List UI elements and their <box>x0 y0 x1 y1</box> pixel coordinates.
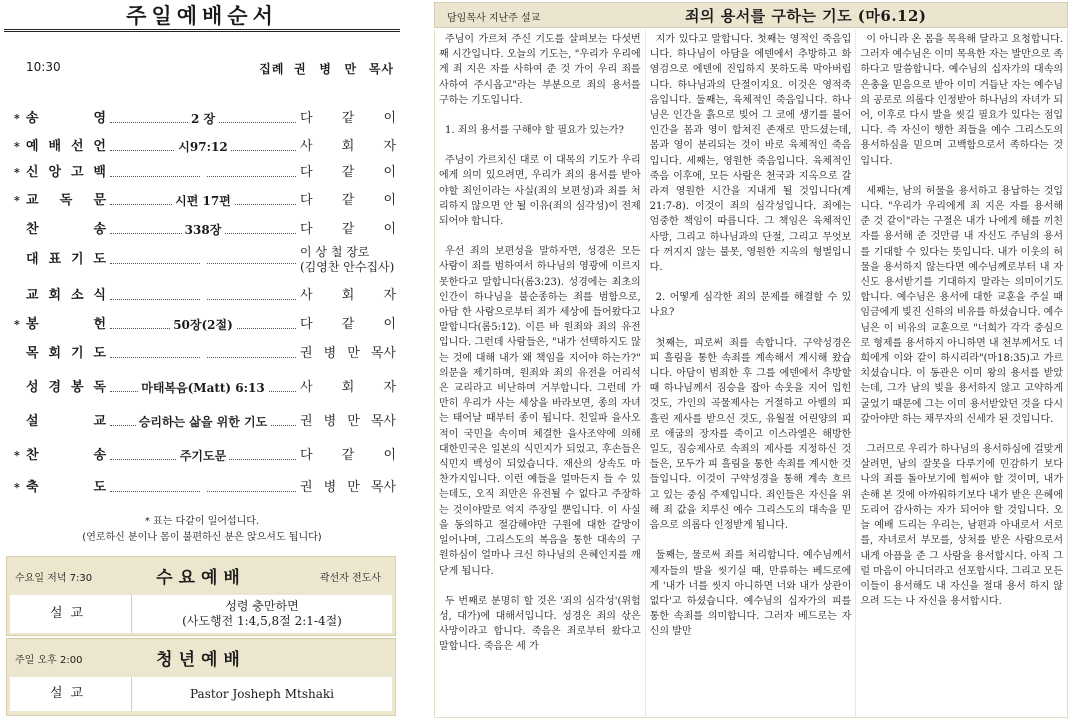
order-content-label: 시97:12 <box>175 140 230 154</box>
order-item: 설 교 <box>26 414 106 429</box>
order-item: 대 표 기 도 <box>26 252 106 267</box>
order-item: 찬 송 <box>26 448 106 463</box>
wednesday-preacher: 곽선자 전도사 <box>319 573 381 584</box>
order-content <box>110 248 296 272</box>
order-content <box>110 376 296 400</box>
standing-note <box>4 514 400 546</box>
order-content <box>110 313 296 337</box>
sermon-paragraph: 주님이 가르쳐 주신 기도를 살펴보는 다섯번째 시간입니다. 오늘의 기도는, "우리가 우리에게 죄 지은 자를 사하여 준 것 가이 우리 죄를 사하여 주시옵고"라는 부분으로 죄의 용서를 구하는 기도입니다. <box>439 34 641 106</box>
sermon-body <box>434 30 1068 718</box>
standing-marker: * <box>14 112 20 125</box>
order-content-label <box>200 166 206 180</box>
wednesday-service <box>6 556 396 636</box>
youth-time: 주일 오후 2:00 <box>15 655 83 666</box>
standing-note-line: * 표는 다같이 일어섭니다. <box>144 516 260 527</box>
order-content-label: 승리하는 삶을 위한 기도 <box>136 415 270 429</box>
wednesday-sermon <box>132 595 392 633</box>
order-row <box>14 444 396 468</box>
order-item: 송 영 <box>26 111 106 126</box>
order-content-label: 주기도문 <box>177 449 229 463</box>
order-item: 찬 송 <box>26 222 106 237</box>
sermon-column-1 <box>435 30 646 717</box>
officiant-name-char: 만 <box>344 62 358 76</box>
order-item: 교 회 소 식 <box>26 288 106 303</box>
order-content-text <box>110 284 296 308</box>
order-leader: 권 병 만 목사 <box>300 414 396 429</box>
sermon-paragraph: 2. 어떻게 심각한 죄의 문제를 해결할 수 있나요? <box>649 292 852 319</box>
standing-marker: * <box>14 140 20 153</box>
order-content-text <box>110 161 296 185</box>
wednesday-sermon-ref: (사도행전 1:4,5,8절 2:1-4절) <box>182 614 342 628</box>
order-content-text <box>110 248 296 272</box>
sermon-paragraph: 이 아니라 온 몸을 목욕해 달라고 요청합니다. 그러자 예수님은 이미 목욕한 자는 발만으로 족하다고 말씀합니다. 예수님의 십자가의 대속의 은총을 믿음으로 받아 이미 거듭난 자는 예수님의 공로로 의롭다 인정받아 하나님의 자녀가 되어, 이후로 다시 발을 씻길 필요가 있다는 점입니다. 즉 자신이 행한 죄들을 예수 그리스도의 용서하심을 믿으며 고백함으로서 족하다는 것입니다. <box>860 34 1064 167</box>
standing-marker: * <box>14 449 20 462</box>
order-content-text <box>110 444 296 468</box>
standing-note-line: (연로하신 분이나 몸이 불편하신 분은 앉으셔도 됩니다) <box>82 532 322 543</box>
sermon-panel <box>420 0 1073 723</box>
order-item: 신 앙 고 백 <box>26 165 106 180</box>
order-item: 목 회 기 도 <box>26 346 106 361</box>
youth-service-name: 청년예배 <box>156 650 246 670</box>
officiant-role: 집례 <box>259 62 285 76</box>
order-content <box>110 476 296 500</box>
standing-marker: * <box>14 166 20 179</box>
worship-order-panel <box>0 0 404 723</box>
sermon-paragraph: 그러므로 우리가 하나님의 용서하심에 걸맞게 살려면, 남의 잘못을 다루기에 민감하기 보다 나의 죄를 돌아보기에 힘써야 할 것이며, 내가 손해 본 것에 아까워하기보다 내가 받은 은혜에 도리어 감사하는 자가 되어야 할 것입니다. 오늘 예배 드리는 우리는, 남편과 아내로서 서로를, 자녀로서 부모를, 상처를 받은 사람으로서 내게 아픔을 준 그 사람을 용서합시다. 아직 그럴 마음이 아니더라고 선포합시다. 그리고 모든 이들이 용서해도 내 자신을 절대 용서 하지 않으려 드는 나 자신을 용서합시다. <box>860 444 1064 608</box>
officiant <box>259 60 394 77</box>
sermon-column-2 <box>646 30 857 717</box>
sermon-paragraph: 주님이 가르치신 대로 이 대목의 기도가 우리에게 의미 있으려면, 우리가 죄의 용서를 받아야할 죄인이라는 사실(죄의 보편성)과 죄를 처리하지 않으면 안 될 이유(죄의 심각성)이 전제되어야 합니다. <box>439 155 641 228</box>
officiant-name-char: 권 <box>294 62 307 76</box>
youth-preacher: Pastor Josheph Mtshaki <box>190 687 334 701</box>
standing-marker: * <box>14 481 20 494</box>
order-content <box>110 107 296 131</box>
order-content-label <box>200 347 206 361</box>
order-leader: 다 같 이 <box>300 193 396 208</box>
order-row <box>14 245 396 274</box>
order-item: 예 배 선 언 <box>26 139 106 154</box>
order-content-text <box>110 476 296 500</box>
order-content-text <box>110 410 296 434</box>
order-content-label: 338장 <box>182 223 225 237</box>
order-item: 축 도 <box>26 480 106 495</box>
order-row <box>14 410 396 434</box>
order-content-label: 마태복음(Matt) 6:13 <box>138 381 268 395</box>
order-content-text <box>110 218 296 242</box>
order-leader: 다 같 이 <box>300 111 396 126</box>
order-content-label: 2 장 <box>188 112 218 126</box>
sermon-paragraph: 우선 죄의 보편성을 말하자면, 성경은 모든 사람이 죄를 범하여서 하나님의 영광에 이르지 못한다고 말합니다(롬3:23). 성경에는 최초의 인간이 하나님을 불순종하는 죄를 범함으로, 아담 한 사람으로부터 죄가 세상에 들어왔다고 말합니다(롬5:12). 이른 바 원죄와 죄의 유전입니다. 그런데 사람들은, "내가 선택하지도 않는 것에 대해 내가 왜 책임을 지어야 하는가?" 의문을 제기하며, 원죄와 죄의 유전을 어리석은 교리라고 비난하며 거부합니다. 그런데 가만히 우리가 사는 세상을 바라보면, 종의 자녀는 태어날 때부터 종이 됩니다. 친일파 을사오적이 국민을 속이며 체결한 을사조약에 의해 대한민국은 일본의 식민지가 되었고, 후손들은 식민지 백성이 되었습니다. 재산의 상속도 마찬가지입니다. 이런 예들을 얼마든지 들 수 있는데도, 오직 죄만은 유전될 수 없다고 주장하는 것이야말로 억지 주장일 뿐입니다. 이 사실을 동의하고 절감해야만 구원에 대한 갈망이 일어나며, 그리스도의 복음을 통한 대속의 구원하심이 얼마나 크신 하나님의 은혜인지를 깨닫게 됩니다. <box>439 246 641 577</box>
standing-marker: * <box>14 194 20 207</box>
order-item: 교 독 문 <box>26 193 106 208</box>
youth-service <box>6 638 396 716</box>
order-leader: 권 병 만 목사 <box>300 480 396 495</box>
order-content <box>110 342 296 366</box>
order-leader: 다 같 이 <box>300 165 396 180</box>
order-leader: 권 병 만 목사 <box>300 346 396 361</box>
order-row <box>14 107 396 131</box>
sermon-header <box>434 2 1068 28</box>
order-row <box>14 342 396 366</box>
sermon-column-3 <box>856 30 1067 717</box>
order-row <box>14 161 396 185</box>
youth-sermon-label: 설교 <box>10 677 132 711</box>
sermon-label: 담임목사 지난주 설교 <box>447 13 541 24</box>
order-leader: 다 같 이 <box>300 222 396 237</box>
order-leader: 사 회 자 <box>300 288 396 303</box>
order-row <box>14 284 396 308</box>
order-content <box>110 444 296 468</box>
order-row <box>14 476 396 500</box>
order-item: 봉 헌 <box>26 317 106 332</box>
sermon-paragraph: 둘째는, 물로써 죄를 처리합니다. 예수님께서 제자들의 발을 씻기실 때, 만류하는 베드로에게 '내가 너를 씻지 아니하면 너와 내가 상관이 없다'고 하셨습니다. 예수님의 십자가의 피를 통한 속죄를 의미합니다. 그러자 베드로는 자신의 발만 <box>649 550 852 638</box>
order-leader: 다 같 이 <box>300 448 396 463</box>
sermon-paragraph: 두 번째로 분명히 할 것은 '죄의 심각성'(위험성, 대가)에 대해서입니다. 성경은 죄의 삯은 사망이라고 합니다. 죽음은 죄로부터 왔다고 말합니다. 죽음은 세 가 <box>439 595 641 653</box>
order-leader: 사 회 자 <box>300 380 396 395</box>
wednesday-service-name: 수요예배 <box>156 568 246 588</box>
order-content-text <box>110 107 296 131</box>
sermon-paragraph: 세째는, 남의 허물을 용서하고 용납하는 것입니다. "우리가 우리에게 죄 지은 자를 용서해 준 것 같이"라는 구절은 내가 나에게 해를 끼친 자를 용서해 준 것만큼 내 자신도 주님의 용서를 기대할 수 있다는 뜻입니다. 내가 이웃의 허물을 용서하지 않는다면 예수님께로부터 내 자신도 용서받기를 기대하지 말라는 의미이기도 합니다. 예수님은 용서에 대한 교훈을 주실 때 임금에게 빚진 신하의 비유를 하셨습니다. 예수님은 이 비유의 교훈으로 "너희가 각각 중심으로 형제를 용서하지 아니하면 내 천부께서도 너희에게 이와 같이 하시리라"(마18:35)고 가르치셨습니다. 이 동관은 이미 왕의 용서를 받았는데, 그가 남의 빚을 용서하지 않고 고약하게 굴었기 때문에 그는 이미 용서받았던 것을 다시 갚아야만 하는 채무자의 신세가 된 것입니다. <box>860 185 1064 425</box>
officiant-name-char: 목사 <box>368 62 394 76</box>
order-content-text <box>110 376 296 400</box>
order-content-label: 50장(2절) <box>170 318 236 332</box>
order-content <box>110 189 296 213</box>
order-leader: 이 상 철 장로 (김영찬 안수집사) <box>300 245 395 274</box>
order-content-text <box>110 135 296 159</box>
service-time: 10:30 <box>26 60 61 74</box>
order-content <box>110 218 296 242</box>
order-content-text <box>110 342 296 366</box>
order-leader: 사 회 자 <box>300 139 396 154</box>
order-content-label <box>200 253 206 267</box>
standing-marker: * <box>14 318 20 331</box>
order-row <box>14 376 396 400</box>
order-content-label <box>200 481 206 495</box>
order-content <box>110 161 296 185</box>
sermon-paragraph: 첫째는, 피로써 죄를 속합니다. 구약성경은 피 흘림을 통한 속죄를 계속해서 계시해 왔습니다. 아담이 범죄한 후 그를 에덴에서 추방할 때 하나님께서 짐승을 잡아 속옷을 지어 입힌 것도, 가인의 곡물제사는 거절하고 아벨의 피흘린 제사를 받으신 것도, 유월절 어린양의 피로 애굽의 장자를 죽이고 이스라엘은 해방한 일도, 짐승제사로 속죄의 제사를 지정하신 것들은, 모두가 피 흘림을 통한 속죄를 계시한 것들입니다. 이것이 구약성경을 통해 계속 흐르고 있는 중심 주제입니다. 죄인들은 자신을 위해 죄 값을 치루신 예수 그리스도의 대속을 믿음으로 의롭다 인정받게 됩니다. <box>649 337 852 532</box>
order-content-label: 시편 17편 <box>172 194 234 208</box>
order-item: 성 경 봉 독 <box>26 380 106 395</box>
order-row <box>14 313 396 337</box>
sermon-paragraph: 1. 죄의 용서를 구해야 할 필요가 있는가? <box>445 125 624 137</box>
wednesday-time: 수요일 저녁 7:30 <box>15 573 93 584</box>
order-row <box>14 135 396 159</box>
sermon-title: 죄의 용서를 구하는 기도 (마6.12) <box>685 7 927 25</box>
wednesday-sermon-title: 성령 충만하면 <box>225 599 299 613</box>
wednesday-sermon-label: 설교 <box>10 595 132 633</box>
order-content-text <box>110 313 296 337</box>
order-content-text <box>110 189 296 213</box>
officiant-name-char: 병 <box>319 62 332 76</box>
order-row <box>14 218 396 242</box>
service-header <box>26 60 394 80</box>
page-title: 주일예배순서 <box>4 2 400 32</box>
sermon-paragraph: 지가 있다고 말합니다. 첫째는 영적인 죽음입니다. 하나님이 아담을 에덴에서 추방하고 화염검으로 에덴에 진입하지 못하도록 막아버립니다. 하나님과의 단절이지요. 이것은 영적죽음입니다. 둘째는, 육체적인 죽음입니다. 하나님은 인간을 흙으로 빚어 그 코에 생기를 불어 인간을 몸과 영이 합쳐진 존재로 만드셨는데, 몸과 영이 분리되는 것이 바로 육체적인 죽음입니다. 세째는, 영원한 죽음입니다. 육체적인 죽음 이후에, 모든 사람은 천국과 지옥으로 갈라져 영원한 시간을 지내게 될 것입니다(계21:7-8). 이것이 죄의 심각성입니다. 죄에는 엄중한 책임이 따릅니다. 그 책임은 육체적인 사망, 그리고 하나님과의 단절, 그리고 무엇보다 꺼지지 않는 불못, 영원한 지옥의 형벌입니다. <box>649 34 852 274</box>
order-row <box>14 189 396 213</box>
order-content-label <box>200 289 206 303</box>
order-leader: 다 같 이 <box>300 317 396 332</box>
order-content <box>110 410 296 434</box>
order-content <box>110 135 296 159</box>
order-content <box>110 284 296 308</box>
